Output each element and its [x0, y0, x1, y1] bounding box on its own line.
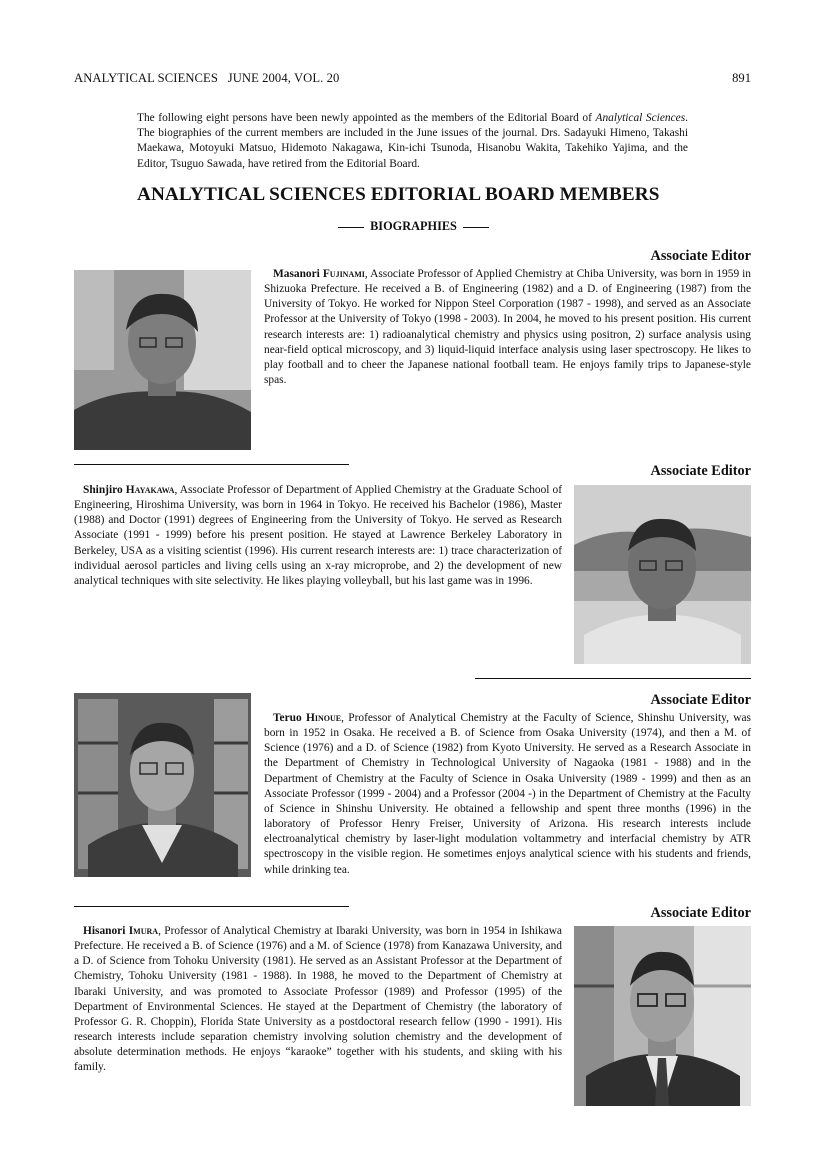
member-1-bio-text: , Associate Professor of Applied Chemistry at Chiba University, was born in 1959 in Shizuoka Prefecture. He received a B. of Engineering (1982) and a D. of Engineering (1987) from the University of Tokyo. He worked for Nippon Steel Corporation (1987 - 1998), and served as an Associate Professor at the University of Tokyo (1998 - 2003). In 2004, he moved to his present position. His current research interests are: 1) radioanalytical chemistry and physics using positron, 2) surface analysis using near-field optical microscopy, and 3) liquid-liquid interface analysis using laser spectroscopy. He likes to play football and to cheer the Japanese national football team. He enjoys family trips to Japanese-style spas. — [264, 268, 751, 387]
intro-paragraph — [137, 111, 688, 172]
member-2-bio — [74, 483, 562, 589]
separator-rule-3 — [74, 906, 349, 907]
member-1-name — [273, 268, 365, 280]
member-3-bio — [264, 711, 751, 878]
member-1-role: Associate Editor — [650, 248, 751, 264]
member-3-family-name: Hinoue — [306, 712, 342, 724]
member-4-bio — [74, 924, 562, 1076]
member-3-name — [273, 712, 341, 724]
member-1-bio — [264, 267, 751, 388]
separator-rule-2 — [475, 678, 751, 679]
member-2-role: Associate Editor — [650, 463, 751, 479]
subtitle-dash-right — [463, 227, 489, 228]
journal-name-italic: Analytical Sciences — [595, 112, 686, 124]
subtitle-text: BIOGRAPHIES — [370, 219, 457, 233]
member-4-name — [83, 925, 158, 937]
subtitle-dash-left — [338, 227, 364, 228]
page-title: ANALYTICAL SCIENCES EDITORIAL BOARD MEMBERS — [137, 184, 660, 205]
member-2-photo — [574, 485, 751, 664]
member-3-given-name: Teruo — [273, 712, 302, 724]
intro-text-1: The following eight persons have been newly appointed as the members of the Editorial Board of — [137, 112, 596, 124]
journal-header: ANALYTICAL SCIENCES JUNE 2004, VOL. 20 — [74, 71, 340, 85]
subtitle — [0, 219, 827, 234]
running-head — [74, 71, 751, 87]
intro-text-2: . The biographies of the current members are included in the June issues of the journal. Drs. Sadayuki Himeno, Takashi Maekawa, Motoyuki Matsuo, Hidemoto Nakagawa, Kin-ichi Tsunoda, Hisanobu Wakita, Takehiko Yajima, and the Editor, Tsuguo Sawada, have retired from the Editorial Board. — [137, 112, 688, 170]
member-1-photo — [74, 270, 251, 450]
page-number: 891 — [732, 71, 751, 85]
member-4-family-name: Imura — [128, 925, 159, 937]
member-2-family-name: Hayakawa — [125, 484, 175, 496]
separator-rule-1 — [74, 464, 349, 465]
member-2-name — [83, 484, 174, 496]
member-2-given-name: Shinjiro — [83, 484, 123, 496]
member-4-role: Associate Editor — [650, 905, 751, 921]
member-2-bio-text: , Associate Professor of Department of Applied Chemistry at the Graduate School of Engineering, Hiroshima University, was born in 1964 in Tokyo. He received his Bachelor (1986), Master (1988) and Doctor (1991) degrees of Engineering from the University of Tokyo. He served as Research Associate (1991 - 1999) before his present position. He stayed at Lawrence Berkeley Laboratory in Berkeley, USA as a visiting scientist (1996). His current research interests are: 1) trace characterization of individual aerosol particles and living cells using an x-ray microprobe, and 2) the development of new analytical techniques with site selectivity. He likes playing volleyball, but his last game was in 1996. — [74, 484, 562, 587]
member-3-role: Associate Editor — [650, 692, 751, 708]
member-1-given-name: Masanori — [273, 268, 320, 280]
member-4-photo — [574, 926, 751, 1106]
member-3-bio-text: , Professor of Analytical Chemistry at the Faculty of Science, Shinshu University, was born in 1952 in Osaka. He received a B. of Science from Osaka University (1974), and then a M. of Science (1976) and a D. of Science (1982) from Kyoto University. He served as a Research Associate in the Department of Chemistry in Technological University of Nagaoka (1981 - 1988) and in the Department of Chemistry at the Faculty of Science in Osaka University (1989 - 1999) and then as an Associate Professor (1999 - 2004) and a Professor (2004 -) in the Department of Chemistry at the Faculty of Science in Shinshu University. He obtained a fellowship and spent three months (1996) in the laboratory of Professor Henry Freiser, University of Arizona. His research interests include electroanalytical chemistry by laser-light modulation voltammetry and interfacial chemistry by ATR spectroscopy in the visible region. He sometimes enjoys analytical science with his students and friends, while drinking tea. — [264, 712, 751, 876]
member-4-given-name: Hisanori — [83, 925, 126, 937]
member-1-family-name: Fujinami — [322, 268, 365, 280]
member-3-photo — [74, 693, 251, 877]
member-4-bio-text: , Professor of Analytical Chemistry at Ibaraki University, was born in 1954 in Ishikawa Prefecture. He received a B. of Science (1976) and a M. of Science (1978) from Kanazawa University, and a D. of Science from Tohoku University (1981). He served as an Assistant Professor at the Department of Chemistry, Tohoku University (1981 - 1988). In 1988, he moved to the Department of Chemistry at Ibaraki University, and was promoted to Associate Professor (1989) and Professor (1995) of the Department of Environmental Sciences. He stayed at the Department of Chemistry (the laboratory of Professor G. R. Choppin), Florida State University as a postdoctoral research fellow (1990 - 1991). His research interests include separation chemistry involving solution chemistry and the development of absolute determination methods. He enjoys “karaoke” together with his students, and skiing with his family. — [74, 925, 562, 1074]
